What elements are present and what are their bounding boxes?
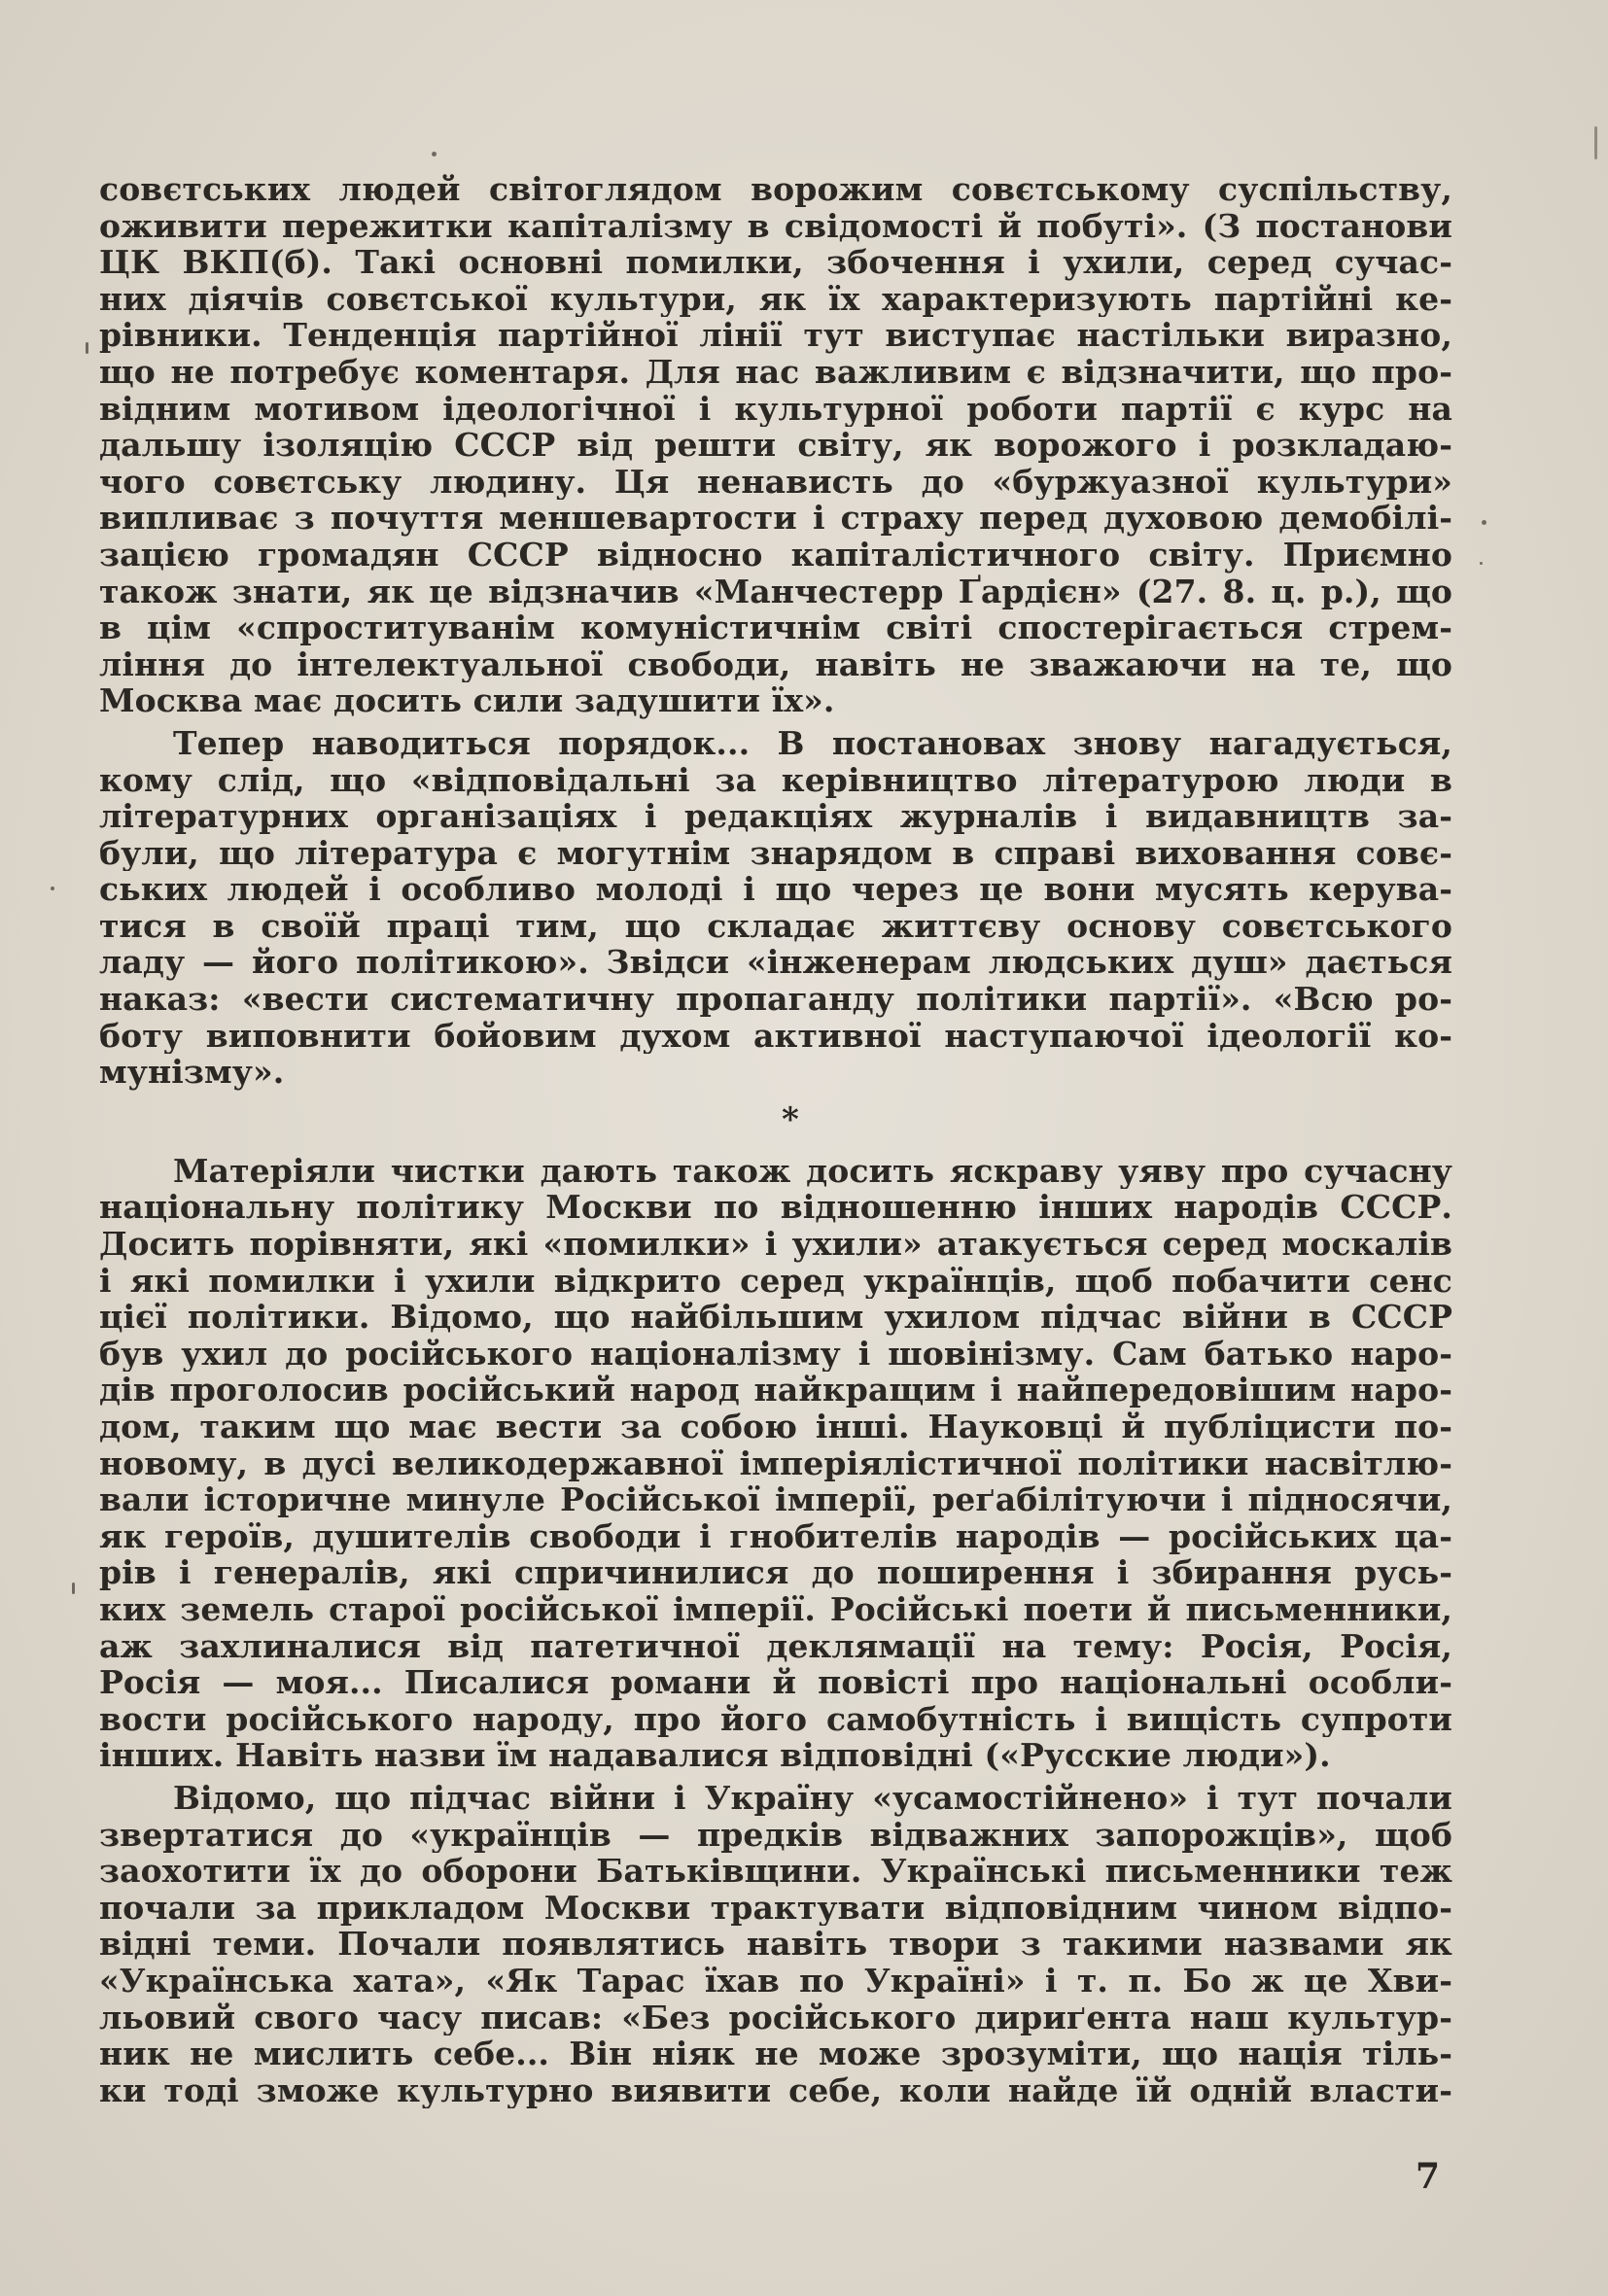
text-line: як героїв, душителів свободи і гнобителів народів — російських ца- <box>99 1517 1452 1555</box>
section-separator: * <box>782 1099 799 1139</box>
paragraph-3 <box>99 1153 1452 1774</box>
scan-speck <box>1594 126 1597 159</box>
text-line: дів проголосив російський народ найкращим і найпередовішим наро- <box>99 1372 1452 1409</box>
body-text <box>99 171 1452 2108</box>
text-line: дальшу ізоляцію СССР від решти світу, як ворожого і розкладаю- <box>99 427 1452 464</box>
scan-speck <box>86 342 88 354</box>
text-line: тися в своїй праці тим, що складає життєву основу совєтського <box>99 907 1452 945</box>
text-line: ки тоді зможе культурно виявити себе, коли найде їй одній власти- <box>99 2071 1452 2109</box>
text-line: Росія — моя... Писалися романи й повісті про національні особли- <box>99 1664 1452 1701</box>
text-line: вали історичне минуле Російської імперії, реґабілітуючи і підносячи, <box>99 1481 1452 1518</box>
text-line: дом, таким що має вести за собою інші. Науковці й публіцисти по- <box>99 1409 1452 1445</box>
text-line: Відомо, що підчас війни і Україну «усамостійнено» і тут почали <box>173 1779 1452 1817</box>
text-line: ЦК ВКП(б). Такі основні помилки, збочення і ухили, серед сучас- <box>99 244 1452 281</box>
text-line: Тепер наводиться порядок... В постановах знову нагадується, <box>173 724 1452 762</box>
text-line: відним мотивом ідеологічної і культурної роботи партії є курс на <box>99 390 1452 428</box>
text-line: Досить порівняти, які «помилки» і ухили» атакується серед москалів <box>99 1226 1452 1263</box>
text-line: заохотити їх до оборони Батьківщини. Українські письменники теж <box>99 1853 1452 1890</box>
text-line: наказ: «вести систематичну пропаганду політики партії». «Всю ро- <box>99 981 1452 1018</box>
text-line: літературних організаціях і редакціях журналів і видавництв за- <box>99 798 1452 835</box>
text-line: совєтських людей світоглядом ворожим совєтському суспільству, <box>99 171 1452 208</box>
text-line: рівники. Тенденція партійної лінії тут виступає настільки виразно, <box>99 317 1452 354</box>
text-line: новому, в дусі великодержавної імперіялістичної політики насвітлю- <box>99 1444 1452 1482</box>
text-line: відні теми. Почали появлятись навіть твори з такими назвами як <box>99 1926 1452 1963</box>
scan-speck <box>1480 562 1483 565</box>
text-line: оживити пережитки капіталізму в свідомості й побуті». (З постанови <box>99 207 1452 245</box>
text-line: Москва має досить сили задушити їх». <box>99 682 835 719</box>
text-line: що не потребує коментаря. Для нас важливим є відзначити, що про- <box>99 353 1452 391</box>
text-line: і які помилки і ухили відкрито серед українців, щоб побачити сенс <box>99 1262 1452 1300</box>
text-line: кому слід, що «відповідальні за керівництво літературою люди в <box>99 761 1452 799</box>
paragraph-2 <box>99 725 1452 1091</box>
text-line: ких земель старої російської імперії. Російські поети й письменники, <box>99 1590 1452 1628</box>
page-number: 7 <box>1416 2156 1441 2197</box>
text-line: рів і генералів, які спричинилися до поширення і збирання русь- <box>99 1554 1452 1591</box>
text-line: ладу — його політикою». Звідси «інженерам людських душ» дається <box>99 944 1452 982</box>
text-line: Матеріяли чистки дають також досить яскраву уяву про сучасну <box>173 1152 1452 1190</box>
text-line: почали за прикладом Москви трактувати відповідним чином відпо- <box>99 1889 1452 1927</box>
text-line: в цім «спроституванім комуністичнім світі спостерігається стрем- <box>99 609 1452 646</box>
text-line: звертатися до «українців — предків відважних запорожців», щоб <box>99 1816 1452 1854</box>
text-line: інших. Навіть назви їм надавалися відповідні («Русские люди»). <box>99 1737 1331 1774</box>
text-line: цієї політики. Відомо, що найбільшим ухилом підчас війни в СССР <box>99 1299 1452 1336</box>
text-line: зацією громадян СССР відносно капіталістичного світу. Приємно <box>99 536 1452 574</box>
scan-speck <box>72 1583 75 1594</box>
text-line: чого совєтську людину. Ця ненависть до «буржуазної культури» <box>99 463 1452 501</box>
scan-speck <box>432 152 437 157</box>
text-line: ник не мислить себе... Він ніяк не може зрозуміти, що нація тіль- <box>99 2035 1452 2072</box>
text-line: «Українська хата», «Як Тарас їхав по Україні» і т. п. Бо ж це Хви- <box>99 1962 1452 2000</box>
text-line: національну політику Москви по відношенню інших народів СССР. <box>99 1189 1452 1227</box>
paragraph-1 <box>99 171 1452 719</box>
scan-speck <box>51 887 54 890</box>
text-line: також знати, як це відзначив «Манчестерр Ґардієн» (27. 8. ц. р.), що <box>99 573 1452 610</box>
text-line: були, що література є могутнім знарядом в справі виховання совє- <box>99 834 1452 872</box>
text-line: був ухил до російського націоналізму і шовінізму. Сам батько наро- <box>99 1335 1452 1373</box>
text-line: ських людей і особливо молоді і що через це вони мусять керува- <box>99 871 1452 908</box>
text-line: аж захлиналися від патетичної деклямації на тему: Росія, Росія, <box>99 1627 1452 1665</box>
text-line: мунізму». <box>99 1054 285 1091</box>
text-line: випливає з почуття меншевартости і страху перед духовою демобілі- <box>99 500 1452 537</box>
text-line: ління до інтелектуальної свободи, навіть не зважаючи на те, що <box>99 645 1452 683</box>
text-line: них діячів совєтської культури, як їх характеризують партійні ке- <box>99 280 1452 318</box>
scan-speck <box>1482 520 1486 525</box>
text-line: вости російського народу, про його самобутність і вищість супроти <box>99 1700 1452 1738</box>
text-line: боту виповнити бойовим духом активної наступаючої ідеології ко- <box>99 1017 1452 1055</box>
text-line: льовий свого часу писав: «Без російського дириґента наш культур- <box>99 1999 1452 2036</box>
paragraph-4 <box>99 1780 1452 2108</box>
